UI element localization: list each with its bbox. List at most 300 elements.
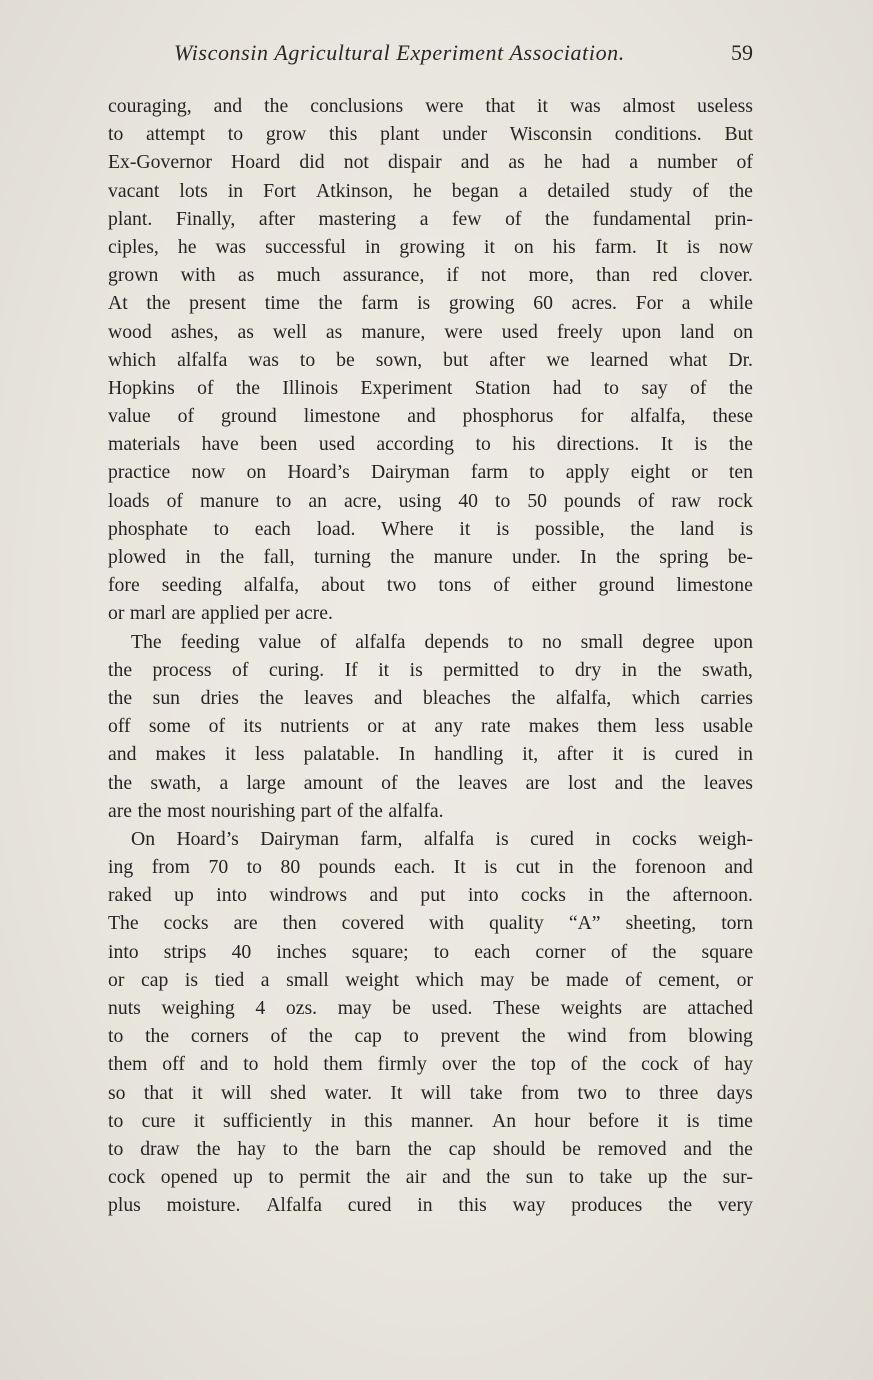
word: before [588,1109,639,1132]
word: to [539,658,555,681]
word: into [467,884,499,907]
word: acres. [571,292,617,315]
word: what [669,348,708,371]
word: from [520,1081,560,1104]
text-line [108,853,753,881]
word: raw [671,489,701,512]
word: he [177,235,197,258]
word: for [580,405,604,428]
word: should [492,1137,546,1160]
text-line [108,374,753,402]
word: number [657,151,718,174]
word: into [108,940,139,963]
word: cocks [521,884,566,907]
word: some [148,715,191,738]
text-line [108,261,753,289]
word: on [733,320,753,343]
word: quality [489,912,544,935]
word: be [336,348,355,371]
word: and [213,95,243,117]
word: less [654,715,685,738]
word: to [108,1137,124,1160]
word: detailed [547,179,610,202]
word: cut [515,856,540,879]
word: and [614,771,644,794]
word: had [581,151,611,174]
word: Hoard [231,151,281,174]
word: used. [431,997,473,1019]
word: and [724,856,753,879]
word: in [227,179,244,202]
word: to [625,1081,641,1104]
word: forenoon [634,856,706,879]
word: 40 [458,489,478,512]
word: or [691,461,708,484]
text-line [108,458,753,486]
word: to [529,461,545,484]
text-line [108,1079,753,1107]
word: the [146,292,171,315]
word: it, [522,743,539,766]
text-line [108,712,753,740]
word: feeding [180,630,240,653]
word: but [443,348,469,371]
word: nuts [108,997,141,1019]
word: limestone [303,405,381,428]
word: were [425,95,464,117]
word: to [475,433,491,456]
word: handling [434,743,504,766]
word: land [680,517,715,540]
word: large [246,771,286,794]
text-line [108,1050,753,1078]
word: will [221,1081,252,1104]
word: to [403,1025,419,1048]
word: alfalfa, [556,686,612,709]
word: load. [316,517,356,540]
word: as [237,320,254,343]
text-line [108,797,753,825]
word: to [268,1166,284,1189]
word: the [314,1137,339,1160]
word: loads [108,489,150,512]
text-line [108,402,753,430]
word: phosphate [108,517,188,540]
text-line [108,1163,753,1191]
word: ciples, [108,235,159,258]
word: farm [361,292,399,315]
word: was [248,348,279,371]
word: these [712,405,753,428]
word: and [373,686,403,709]
word: on [246,461,267,484]
word: the [728,376,753,399]
word: the [652,940,677,963]
word: have [201,433,239,456]
word: then [282,912,317,935]
word: in [737,743,753,766]
word: Atkinson, [315,179,394,202]
text-line [108,684,753,712]
word: 4 [255,997,266,1019]
text-line [108,909,753,937]
word: the [728,179,753,202]
word: the [626,884,651,907]
word: hour [534,1109,571,1132]
word: which [415,968,464,991]
text-line [108,543,753,571]
word: cap [354,1025,382,1048]
text-line [108,1135,753,1163]
text-line [108,656,753,684]
word: from [151,856,190,879]
word: It [655,235,668,258]
word: torn [721,912,753,935]
word: alfalfa, [630,405,686,428]
word: it [459,517,471,540]
word: almost [622,95,676,117]
word: weight [345,968,399,991]
word: plant [380,123,420,146]
word: in [621,658,637,681]
word: is [496,517,510,540]
word: fundamental [592,207,692,230]
word: be [392,997,411,1019]
word: manner. [410,1109,474,1132]
word: to [282,1137,299,1160]
word: to [246,856,263,879]
word: his [552,235,576,258]
word: weights [560,997,623,1019]
word: of [493,574,510,597]
word: present [189,292,247,315]
word: the [358,799,383,822]
word: depends [424,630,489,653]
word: dry [574,658,602,681]
word: to [108,1025,124,1048]
word: a [260,968,270,991]
word: firmly [377,1053,427,1076]
word: lots [179,179,208,202]
word: couraging, [108,95,192,117]
word: cocks [631,827,677,850]
word: weigh- [698,827,753,850]
word: marl [129,602,166,625]
word: using [398,489,442,512]
word: to [603,376,620,399]
word: 60 [533,292,553,315]
word: Hoard’s [287,461,350,484]
word: alfalfa [177,348,228,371]
word: with [429,912,465,935]
word: upon [621,320,662,343]
word: it [537,95,548,117]
word: it [657,1109,669,1132]
word: of [270,1025,287,1048]
word: now [719,235,753,258]
text-line [108,487,753,515]
word: fall, [263,546,295,568]
word: in [595,827,611,850]
word: degree [642,630,695,653]
word: sun [525,1166,554,1189]
word: grow [265,123,307,146]
word: successful [265,235,347,258]
word: under [442,123,488,146]
word: Ex-Governor [108,151,212,174]
word: less [255,743,285,766]
word: Dairyman [260,827,339,850]
word: to [243,1053,259,1076]
word: applied [201,602,260,625]
word: strips [163,940,207,963]
word: removed [597,1137,667,1160]
word: them [108,1053,148,1076]
word: each [474,940,511,963]
word: Fort [263,179,296,202]
word: ground [598,574,655,597]
word: the [235,376,260,399]
word: be- [727,546,753,568]
word: bleaches [422,686,491,709]
word: had [552,376,582,399]
word: ing [108,856,134,879]
word: But [724,123,753,146]
word: plant. [108,207,153,230]
word: inches [276,940,327,963]
word: very [717,1194,753,1217]
word: ozs. [285,997,318,1019]
word: moisture. [166,1194,241,1217]
word: made [565,968,609,991]
text-line [108,1022,753,1050]
text-line [108,177,753,205]
word: nutrients [280,715,350,738]
word: as [325,320,343,343]
word: more, [528,264,574,287]
word: are [642,997,667,1019]
word: produces [571,1194,643,1217]
word: not [480,264,507,287]
word: according [376,433,455,456]
word: them [597,715,637,738]
word: small [286,968,329,991]
word: wind [567,1025,607,1048]
word: under. [512,546,561,568]
word: of [625,968,642,991]
word: Hopkins [108,376,175,399]
word: opened [160,1166,218,1189]
text-line [108,515,753,543]
word: and [369,884,398,907]
word: leaves [458,771,508,794]
text-line [108,92,753,120]
text-line [108,599,753,627]
word: mastering [318,207,397,230]
word: It [660,433,673,456]
word: which [631,686,680,709]
text-line [108,318,753,346]
word: a [681,292,691,315]
word: the [521,1025,546,1048]
word: are [171,602,196,625]
word: assurance, [342,264,425,287]
word: directions. [556,433,640,456]
word: we [546,348,570,371]
word: cocks [163,912,209,935]
word: apply [565,461,610,484]
word: Experiment [360,376,453,399]
word: in [330,1109,346,1132]
word: it [378,658,390,681]
word: corners [190,1025,249,1048]
word: grown [108,264,159,287]
word: it [612,743,624,766]
word: of [690,376,707,399]
word: Illinois [282,376,339,399]
word: or [108,602,125,625]
word: no [542,630,562,653]
word: tied [214,968,245,991]
word: ashes, [170,320,219,343]
word: of [637,489,655,512]
text-line [108,881,753,909]
word: the [308,1025,333,1048]
text-line [108,628,753,656]
word: useless [697,95,753,117]
word: plowed [108,546,166,568]
word: cure [141,1109,176,1132]
word: raked [108,884,152,907]
word: square; [351,940,409,963]
word: top [530,1053,556,1076]
word: them [323,1053,363,1076]
word: as [237,264,255,287]
word: On [131,827,156,850]
word: time [717,1109,753,1132]
word: permitted [443,658,519,681]
word: makes [528,715,580,738]
word: conditions. [614,123,702,146]
word: If [344,658,358,681]
word: used [318,433,355,456]
word: These [493,997,541,1019]
word: it [193,1109,205,1132]
word: began [451,179,499,202]
word: may [480,968,515,991]
word: over [441,1053,477,1076]
word: it [484,235,495,258]
word: spring [659,546,709,568]
word: At [108,292,128,315]
word: rate [481,715,511,738]
word: to [213,517,229,540]
word: than [596,264,631,287]
word: and [683,1137,712,1160]
word: of [177,405,195,428]
word: blowing [688,1025,753,1048]
word: the [415,771,440,794]
word: is [686,235,700,258]
word: sur- [722,1166,753,1189]
word: after [258,207,295,230]
word: 50 [527,489,548,512]
word: an [308,489,327,512]
word: Dairyman [370,461,450,484]
word: to [299,348,316,371]
word: possible, [535,517,605,540]
word: Dr. [728,348,753,371]
text-line [108,120,753,148]
word: sown, [375,348,423,371]
word: attached [687,997,753,1019]
word: afternoon. [672,884,753,907]
word: water. [324,1081,373,1104]
word: the [366,1166,391,1189]
word: the [592,856,617,879]
word: the [511,686,536,709]
word: sufficiently [222,1109,313,1132]
word: after [489,348,526,371]
word: to [568,1166,584,1189]
word: about [321,574,365,597]
word: to [507,630,524,653]
word: few [452,207,482,230]
word: amount [303,771,363,794]
word: any [434,715,463,738]
word: covered [341,912,404,935]
word: or [736,968,753,991]
word: manure [199,489,260,512]
word: phosphorus [462,405,554,428]
word: may [337,997,372,1019]
word: makes [155,743,206,766]
word: corner [535,940,586,963]
word: wood [108,320,152,343]
text-line [108,938,753,966]
text-line [108,825,753,853]
word: hay [724,1053,753,1076]
word: the [657,658,682,681]
word: is [495,827,509,850]
word: the [196,1137,221,1160]
word: are [233,912,258,935]
word: three [659,1081,699,1104]
word: it [191,1081,203,1104]
word: say [641,376,668,399]
word: nourishing [210,799,296,822]
word: seeding [161,574,222,597]
word: hay [237,1137,266,1160]
word: cured [674,743,719,766]
word: conclusions [310,95,404,117]
word: is [184,968,199,991]
word: cured [530,827,574,850]
word: of [336,799,354,822]
word: is [484,856,498,879]
text-line [108,205,753,233]
word: while [709,292,753,315]
word: way [512,1194,546,1217]
word: the [259,686,284,709]
word: the [108,658,133,681]
word: as [508,151,525,174]
word: An [492,1109,517,1132]
word: The [108,912,139,935]
text-line [108,289,753,317]
word: he [543,151,563,174]
word: each. [394,856,436,879]
